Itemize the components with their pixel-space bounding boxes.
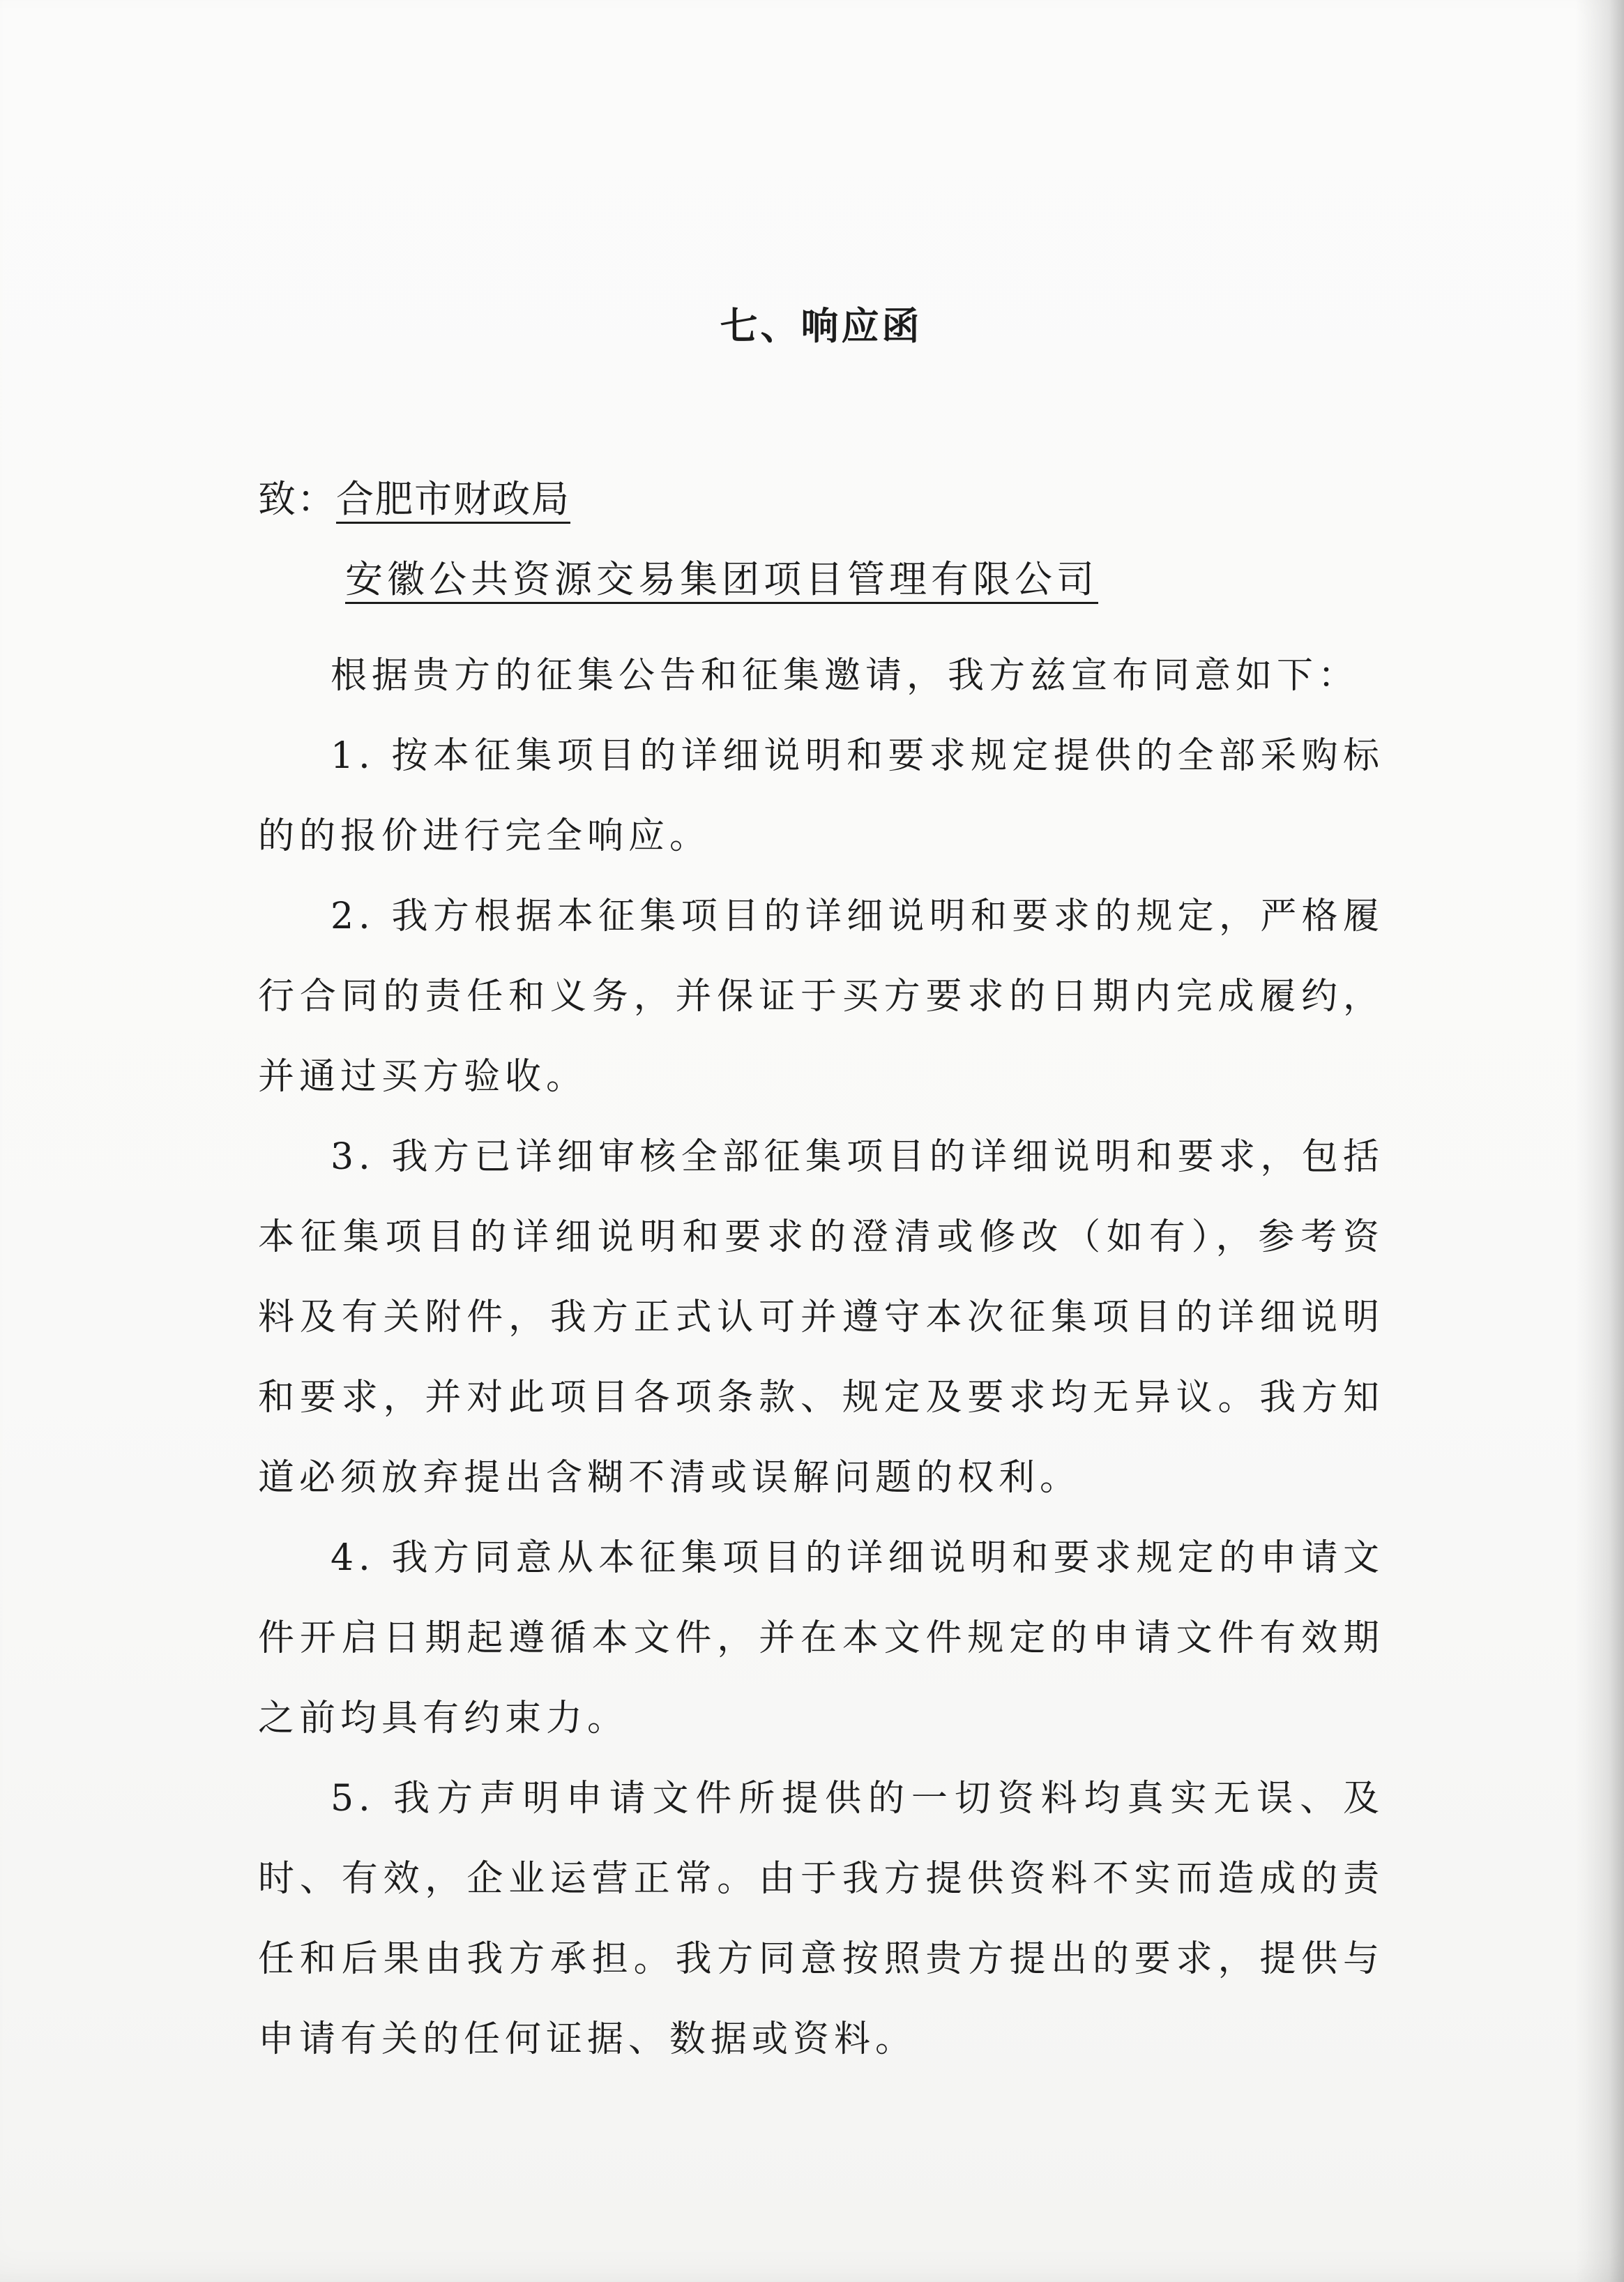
clause-2: 2. 我方根据本征集项目的详细说明和要求的规定，严格履行合同的责任和义务，并保证于买方要求的日期内完成履约，并通过买方验收。	[258, 896, 1384, 1098]
clause-1: 1. 按本征集项目的详细说明和要求规定提供的全部采购标的的报价进行完全响应。	[258, 735, 1384, 857]
recipient-line-1	[258, 477, 1384, 561]
recipient-1: 合肥市财政局	[336, 477, 570, 521]
clause-4: 4. 我方同意从本征集项目的详细说明和要求规定的申请文件开启日期起遵循本文件，并在本文件规定的申请文件有效期之前均具有约束力。	[258, 1537, 1384, 1739]
document-body	[258, 303, 1384, 2080]
intro-paragraph: 根据贵方的征集公告和征集邀请，我方兹宣布同意如下：	[331, 655, 1360, 697]
clause-3: 3. 我方已详细审核全部征集项目的详细说明和要求，包括本征集项目的详细说明和要求的澄清或修改（如有），参考资料及有关附件，我方正式认可并遵守本次征集项目的详细说明和要求，并对此项目各项条款、规定及要求均无异议。我方知道必须放弃提出含糊不清或误解问题的权利。	[258, 1136, 1384, 1499]
recipient-prefix: 致：	[258, 477, 336, 521]
page-edge-shadow	[1575, 0, 1624, 2282]
document-title: 七、响应函	[720, 303, 923, 348]
recipient-line-2	[258, 557, 1384, 636]
clause-5: 5. 我方声明申请文件所提供的一切资料均真实无误、及时、有效，企业运营正常。由于我方提供资料不实而造成的责任和后果由我方承担。我方同意按照贵方提出的要求，提供与申请有关的任何证据、数据或资料。	[258, 1778, 1384, 2060]
recipient-2: 安徽公共资源交易集团项目管理有限公司	[345, 557, 1098, 601]
